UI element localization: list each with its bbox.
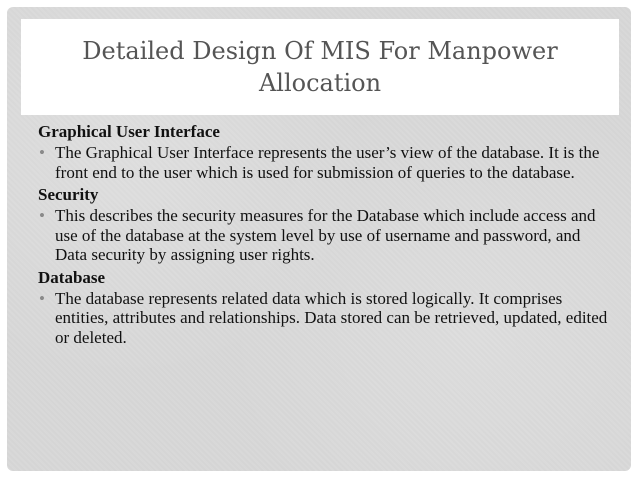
bullet-icon: • <box>39 206 45 225</box>
bullet-icon: • <box>39 288 45 308</box>
section-database <box>38 266 608 348</box>
slide-title-line-2: Allocation <box>258 69 382 97</box>
section-graphical-user-interface <box>38 120 608 182</box>
bullet-text: The database represents related data which is stored logically. It comprises entities, attributes and relationships. Data stored can be retrieved, updated, edited or deleted. <box>55 288 608 347</box>
bullet-item <box>38 206 608 265</box>
title-box <box>21 19 619 115</box>
bullet-item <box>38 143 608 182</box>
bullet-text: This describes the security measures for the Database which include access and use of the database at the system level by use of username and password, and Data security by assigning user rights. <box>55 206 596 264</box>
section-heading: Security <box>38 185 99 204</box>
slide-title <box>82 35 557 99</box>
slide-content <box>38 120 608 348</box>
section-security <box>38 183 608 265</box>
bullet-icon: • <box>39 143 45 162</box>
section-heading: Database <box>38 267 106 287</box>
slide-title-line-1: Detailed Design Of MIS For Manpower <box>82 37 558 65</box>
section-heading: Graphical User Interface <box>38 122 220 141</box>
bullet-text: The Graphical User Interface represents the user’s view of the database. It is the front end to the user which is used for submission of queries to the database. <box>55 143 600 182</box>
slide <box>7 7 631 471</box>
bullet-item <box>38 289 608 348</box>
